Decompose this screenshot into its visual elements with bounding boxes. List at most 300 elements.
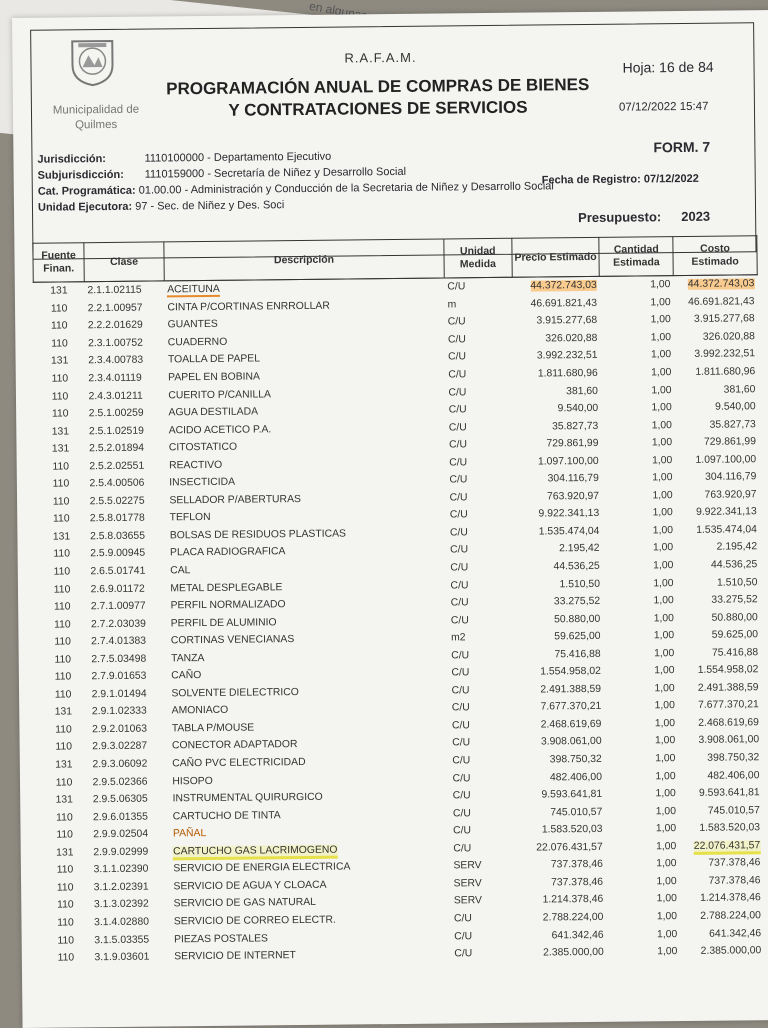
cantidad-cell-text: 1,00 <box>650 332 672 344</box>
fuente-cell <box>38 738 89 756</box>
clase-cell-text: 2.6.9.01172 <box>90 583 145 595</box>
fuente-cell <box>38 756 89 774</box>
clase-cell-text: 2.9.5.06305 <box>92 793 148 806</box>
cantidad-cell <box>600 329 674 347</box>
unidad-cell <box>448 629 516 647</box>
cantidad-cell-text: 1,00 <box>653 630 675 642</box>
unidad-cell-text: SERV <box>453 895 483 907</box>
jurisdiccion-value: 1110100000 - Departamento Ejecutivo <box>144 150 332 165</box>
unidad-cell-text: C/U <box>447 281 466 293</box>
clase-cell-text: 2.9.1.01494 <box>91 688 147 701</box>
cantidad-cell <box>602 487 676 505</box>
unidad-cell <box>445 366 513 384</box>
col-fuente: Fuente Finan. <box>33 243 85 283</box>
clase-cell <box>88 667 168 685</box>
costo-cell-text: 46.691.821,43 <box>688 296 755 308</box>
unidad-cell-text: C/U <box>451 702 470 714</box>
descripcion-cell-text: CITOSTATICO <box>168 441 238 454</box>
descripcion-cell-text: CINTA P/CORTINAS ENRROLLAR <box>167 300 330 314</box>
unidad-cell-text: C/U <box>452 790 471 802</box>
clase-cell-text: 3.1.9.03601 <box>94 951 150 964</box>
precio-cell-text: 745.010,57 <box>550 806 603 819</box>
descripcion-cell-text: CAL <box>170 565 191 577</box>
clase-cell-text: 2.9.9.02504 <box>93 828 149 841</box>
fuente-cell <box>40 949 91 967</box>
precio-cell <box>512 294 600 312</box>
costo-cell-text: 1.214.378,46 <box>700 892 761 905</box>
descripcion-cell-text: ACEITUNA <box>167 284 220 296</box>
clase-cell-text: 3.1.4.02880 <box>94 916 150 929</box>
descripcion-cell-text: CONECTOR ADAPTADOR <box>171 739 298 752</box>
precio-cell-text: 1.535.474,04 <box>538 525 600 538</box>
fuente-cell <box>33 282 84 301</box>
unidad-cell-text: C/U <box>454 948 473 960</box>
unidad-cell <box>449 769 517 787</box>
descripcion-cell-text: SERVICIO DE AGUA Y CLOACA <box>173 879 327 893</box>
costo-cell <box>678 696 762 714</box>
fuente-cell-text: 110 <box>56 812 73 824</box>
cantidad-cell <box>607 925 681 943</box>
cantidad-cell <box>600 346 674 364</box>
fuente-cell-text: 110 <box>53 548 71 561</box>
cantidad-cell <box>600 294 674 312</box>
descripcion-cell-text: AMONIACO <box>171 705 229 717</box>
fuente-cell <box>34 317 85 335</box>
costo-cell-text: 1.583.520,03 <box>699 822 761 835</box>
costo-cell <box>680 924 764 942</box>
cantidad-cell-text: 1,00 <box>650 349 672 361</box>
costo-cell-text: 641.342,46 <box>709 927 762 940</box>
clase-cell-text: 2.9.9.02999 <box>93 846 149 858</box>
costo-cell <box>674 310 758 328</box>
costo-cell <box>676 538 760 556</box>
fuente-cell <box>34 352 85 370</box>
cantidad-cell <box>601 399 675 417</box>
clase-cell-text: 2.5.8.01778 <box>89 513 145 525</box>
cat-programatica-value: 01.00.00 - Administración y Conducción de la Secretaria de Niñez y Desarrollo Social <box>138 180 554 197</box>
fuente-cell <box>35 440 86 458</box>
fuente-cell-text: 110 <box>52 513 70 525</box>
precio-cell <box>517 733 605 751</box>
cantidad-cell <box>606 908 680 926</box>
descripcion-cell-text: BOLSAS DE RESIDUOS PLASTICAS <box>169 528 346 542</box>
descripcion-cell-text: SERVICIO DE ENERGIA ELECTRICA <box>173 861 351 875</box>
costo-cell-text: 7.677.370,21 <box>698 699 759 712</box>
costo-cell <box>680 872 764 890</box>
unidad-cell-text: C/U <box>451 667 470 679</box>
descripcion-cell-text: AGUA DESTILADA <box>168 406 259 419</box>
descripcion-cell-text: SOLVENTE DIELECTRICO <box>171 686 299 700</box>
fuente-cell-text: 131 <box>50 355 69 368</box>
unidad-cell <box>451 909 519 927</box>
cantidad-cell-text: 1,00 <box>656 858 677 870</box>
fuente-cell <box>39 809 90 827</box>
costo-cell-text: 763.920,97 <box>704 489 757 501</box>
cantidad-cell-text: 1,00 <box>651 402 672 414</box>
clase-cell <box>85 369 165 387</box>
fuente-cell <box>39 791 90 809</box>
costo-cell <box>675 398 759 416</box>
cantidad-cell <box>604 662 678 680</box>
precio-cell <box>517 803 605 821</box>
costo-cell <box>679 784 763 802</box>
costo-cell-text: 326.020,88 <box>702 331 755 343</box>
cantidad-cell-text: 1,00 <box>652 489 673 502</box>
registration-date: Fecha de Registro: 07/12/2022 <box>541 172 699 187</box>
fuente-cell-text: 131 <box>50 285 68 297</box>
cantidad-cell <box>600 311 674 329</box>
precio-cell-text: 33.275,52 <box>553 595 601 608</box>
descripcion-cell-text: TANZA <box>171 652 205 665</box>
fuente-cell-text: 110 <box>56 864 74 876</box>
col-unidad: Unidad Medida <box>444 238 512 278</box>
fuente-cell-text: 110 <box>55 741 73 754</box>
unidad-cell-text: C/U <box>448 369 467 381</box>
unidad-cell-text: C/U <box>450 597 469 609</box>
costo-cell-text: 44.536,25 <box>710 559 758 571</box>
unidad-cell-text: C/U <box>454 930 473 942</box>
clase-cell-text: 2.7.2.03039 <box>90 618 146 630</box>
descripcion-cell-text: INSTRUMENTAL QUIRURGICO <box>172 791 323 805</box>
municipality-line2: Quilmes <box>74 118 118 132</box>
unidad-cell-text: C/U <box>453 913 472 925</box>
unidad-cell-text: C/U <box>452 737 471 749</box>
unidad-cell-text: C/U <box>452 807 471 820</box>
costo-cell-text: 737.378,46 <box>708 875 761 887</box>
precio-cell <box>515 628 603 646</box>
unidad-cell-text: C/U <box>449 509 468 521</box>
fuente-cell-text: 110 <box>54 671 72 683</box>
clase-cell-text: 2.5.8.03655 <box>90 530 146 543</box>
clase-cell-text: 2.3.4.00783 <box>88 355 144 367</box>
precio-cell-text: 3.908.061,00 <box>540 736 602 748</box>
descripcion-cell-text: PIEZAS POSTALES <box>173 932 269 945</box>
budget-value: 2023 <box>681 208 711 225</box>
precio-cell <box>519 926 607 944</box>
precio-cell <box>516 698 604 716</box>
costo-cell <box>677 626 761 644</box>
budget-year <box>578 209 710 225</box>
precio-cell-text: 326.020,88 <box>545 332 598 345</box>
descripcion-cell-text: SELLADOR P/ABERTURAS <box>169 493 301 507</box>
clase-cell-text: 2.5.2.02551 <box>89 460 145 472</box>
unidad-cell <box>446 401 514 419</box>
precio-cell-text: 737.378,46 <box>550 876 604 889</box>
precio-cell <box>513 347 601 365</box>
precio-cell-text: 44.372.743,03 <box>530 280 597 292</box>
precio-cell-text: 9.540,00 <box>557 402 599 415</box>
clase-cell <box>89 703 169 721</box>
precio-cell <box>516 716 604 734</box>
clase-cell <box>88 580 168 598</box>
fuente-cell <box>40 931 91 949</box>
unidad-cell <box>447 488 515 506</box>
fuente-cell-text: 110 <box>55 776 73 789</box>
clase-cell <box>85 299 165 317</box>
fuente-cell-text: 110 <box>52 496 70 508</box>
costo-cell-text: 2.491.388,59 <box>697 682 759 694</box>
fuente-cell <box>36 528 87 546</box>
cantidad-cell-text: 1,00 <box>654 735 676 747</box>
descripcion-cell-text: CORTINAS VENECIANAS <box>170 634 295 647</box>
precio-cell <box>515 540 603 558</box>
cantidad-cell <box>602 452 676 470</box>
precio-cell <box>515 610 603 628</box>
fuente-cell-text: 131 <box>52 531 71 543</box>
fuente-cell <box>34 370 85 388</box>
sheet-number: Hoja: 16 de 84 <box>622 58 714 76</box>
unidad-cell <box>451 927 519 945</box>
unidad-cell <box>446 418 514 436</box>
cantidad-cell <box>605 802 679 820</box>
cantidad-cell-text: 1,00 <box>656 893 677 905</box>
cantidad-cell <box>602 469 676 487</box>
clase-cell <box>86 457 166 475</box>
clase-cell-text: 2.5.1.02519 <box>88 425 144 437</box>
system-name: R.A.F.A.M. <box>344 49 417 66</box>
precio-cell <box>516 680 604 698</box>
clase-cell-text: 2.3.4.01119 <box>88 372 142 385</box>
costo-cell <box>673 275 757 294</box>
precio-cell-text: 2.468.619,69 <box>540 718 602 731</box>
unidad-cell-text: m <box>447 299 457 311</box>
fuente-cell-text: 110 <box>57 934 75 947</box>
precio-cell <box>513 435 601 453</box>
cantidad-cell-text: 1,00 <box>655 753 676 765</box>
cantidad-cell <box>601 434 675 452</box>
costo-cell-text: 2.468.619,69 <box>698 717 759 729</box>
costo-cell-text: 9.922.341,13 <box>695 506 757 519</box>
fuente-cell-text: 110 <box>50 303 68 315</box>
precio-cell-text: 1.097.100,00 <box>537 455 599 468</box>
precio-cell-text: 1.554.958,02 <box>540 666 601 678</box>
descripcion-cell-text: PERFIL DE ALUMINIO <box>170 616 277 630</box>
cantidad-cell-text: 1,00 <box>654 700 675 712</box>
precio-cell-text: 35.827,73 <box>551 420 599 433</box>
costo-cell-text: 35.827,73 <box>709 418 756 431</box>
print-timestamp: 07/12/2022 15:47 <box>618 100 709 114</box>
costo-cell-text: 9.540,00 <box>715 401 756 413</box>
costo-cell-text: 59.625,00 <box>711 629 759 641</box>
precio-cell <box>513 365 601 383</box>
fuente-cell <box>40 896 91 914</box>
costo-cell-text: 3.908.061,00 <box>698 734 760 747</box>
unidad-cell <box>449 699 517 717</box>
costo-cell <box>677 661 761 679</box>
costo-cell-text: 1.811.680,96 <box>695 366 756 378</box>
clase-cell-text: 2.4.3.01211 <box>88 390 143 402</box>
unidad-cell <box>445 348 513 366</box>
clase-cell-text: 2.7.4.01383 <box>91 635 147 648</box>
fuente-cell <box>35 405 86 423</box>
clase-cell <box>87 545 167 563</box>
costo-cell <box>676 573 760 591</box>
fuente-cell-text: 110 <box>54 654 72 666</box>
costo-cell <box>678 714 762 732</box>
cantidad-cell <box>606 855 680 873</box>
clase-cell <box>88 632 168 650</box>
unidad-cell <box>445 330 513 348</box>
fuente-cell-text: 110 <box>54 619 71 631</box>
unidad-cell-text: C/U <box>453 843 472 855</box>
cantidad-cell-text: 1,00 <box>655 823 677 835</box>
costo-cell <box>679 854 763 872</box>
unidad-cell-text: C/U <box>452 755 471 767</box>
cantidad-cell <box>601 381 675 399</box>
fuente-cell-text: 110 <box>51 373 69 385</box>
unidad-cell-text: SERV <box>453 877 482 890</box>
clase-cell-text: 2.2.1.00957 <box>87 302 143 315</box>
cantidad-cell <box>607 943 681 961</box>
precio-cell <box>514 505 602 523</box>
fuente-cell-text: 110 <box>53 583 71 596</box>
unidad-cell <box>451 892 519 910</box>
precio-cell <box>514 487 602 505</box>
precio-cell <box>513 400 601 418</box>
costo-cell <box>677 609 761 627</box>
costo-cell-text: 1.510,50 <box>716 576 758 589</box>
precio-cell <box>512 312 600 330</box>
clase-cell <box>84 281 164 300</box>
costo-cell <box>674 293 758 311</box>
fuente-cell <box>37 651 88 669</box>
unidad-cell <box>449 716 517 734</box>
unidad-cell <box>451 945 519 963</box>
unidad-cell-text: C/U <box>450 544 469 556</box>
col-precio: Precio Estimado <box>511 237 599 277</box>
clase-cell <box>91 913 171 931</box>
clase-cell-text: 2.6.5.01741 <box>90 565 146 578</box>
cantidad-cell-text: 1,00 <box>653 595 674 607</box>
descripcion-cell-text: CUERITO P/CANILLA <box>168 388 271 401</box>
costo-cell-text: 745.010,57 <box>707 804 760 817</box>
precio-cell-text: 2.195,42 <box>559 543 600 555</box>
unidad-cell-text: C/U <box>448 351 467 363</box>
fuente-cell <box>39 844 90 862</box>
clase-cell <box>86 404 166 422</box>
costo-cell-text: 1.535.474,04 <box>696 524 757 536</box>
descripcion-cell-text: PAPEL EN BOBINA <box>168 371 261 384</box>
precio-cell-text: 9.593.641,81 <box>541 788 603 801</box>
fuente-cell-text: 110 <box>57 952 75 964</box>
cantidad-cell <box>604 697 678 715</box>
unidad-cell <box>447 523 515 541</box>
clase-cell <box>88 615 168 633</box>
unidad-cell <box>449 681 517 699</box>
costo-cell <box>674 328 758 346</box>
unidad-cell <box>444 295 512 313</box>
cantidad-cell <box>605 820 679 838</box>
unidad-cell <box>448 664 516 682</box>
clase-cell-text: 2.9.1.02333 <box>91 706 147 718</box>
cantidad-cell <box>604 680 678 698</box>
cantidad-cell <box>604 645 678 663</box>
fuente-cell <box>38 774 89 792</box>
precio-cell-text: 7.677.370,21 <box>540 701 602 713</box>
unidad-cell <box>445 383 513 401</box>
clase-cell <box>86 439 166 457</box>
fuente-cell-text: 110 <box>55 724 72 736</box>
clase-cell-text: 2.5.1.00259 <box>88 407 144 420</box>
cantidad-cell <box>600 276 674 295</box>
clase-cell-text: 2.3.1.00752 <box>87 337 143 350</box>
fuente-cell-text: 110 <box>56 882 74 894</box>
cantidad-cell-text: 1,00 <box>655 805 677 817</box>
descripcion-cell-text: INSECTICIDA <box>169 476 236 489</box>
unidad-cell-text: C/U <box>451 720 470 732</box>
report-title <box>143 74 613 123</box>
precio-cell <box>513 417 601 435</box>
jurisdiccion-label: Jurisdicción: <box>37 153 107 166</box>
unidad-cell <box>451 874 519 892</box>
unidad-cell-text: C/U <box>448 421 467 434</box>
costo-cell <box>678 731 762 749</box>
col-clase: Clase <box>84 242 164 282</box>
descripcion-cell-text: CUADERNO <box>167 336 228 349</box>
costo-cell <box>676 503 760 521</box>
unidad-cell <box>448 646 516 664</box>
costo-cell-text: 9.593.641,81 <box>698 787 760 799</box>
precio-cell-text: 75.416,88 <box>554 648 601 661</box>
costo-cell <box>675 416 759 434</box>
precio-cell <box>515 593 603 611</box>
precio-cell-text: 50.880,00 <box>554 613 601 626</box>
clase-cell-text: 2.5.4.00506 <box>89 477 145 490</box>
descripcion-cell-text: CAÑO <box>171 670 202 682</box>
unidad-cell-text: C/U <box>449 492 468 504</box>
clase-cell <box>90 773 170 791</box>
cantidad-cell-text: 1,00 <box>651 419 672 431</box>
costo-cell <box>678 679 762 697</box>
precio-cell <box>515 558 603 576</box>
cantidad-cell <box>604 715 678 733</box>
cantidad-cell-text: 1,00 <box>656 840 677 853</box>
clase-cell-text: 2.5.2.01894 <box>89 442 145 455</box>
costo-cell <box>680 942 764 960</box>
clase-cell <box>91 931 171 949</box>
cantidad-cell <box>603 574 677 592</box>
metadata-block <box>37 146 554 215</box>
fuente-cell-text: 110 <box>56 829 73 841</box>
precio-cell-text: 3.915.277,68 <box>536 315 598 327</box>
clase-cell <box>85 387 165 405</box>
precio-cell-text: 2.385.000,00 <box>543 946 604 959</box>
precio-cell <box>518 891 606 909</box>
precio-cell-text: 398.750,32 <box>549 753 602 766</box>
fuente-cell <box>35 493 86 511</box>
document-page <box>12 10 768 1028</box>
descripcion-cell-text: TABLA P/MOUSE <box>171 722 255 735</box>
unidad-cell-text: C/U <box>448 404 467 416</box>
clase-cell <box>90 825 170 843</box>
cat-programatica-label: Cat. Programática: <box>37 184 136 198</box>
costo-cell <box>676 556 760 574</box>
precio-cell-text: 1.583.520,03 <box>541 824 603 836</box>
clase-cell <box>87 562 167 580</box>
precio-cell-text: 729.861,99 <box>546 438 599 450</box>
clase-cell <box>87 527 167 545</box>
cantidad-cell-text: 1,00 <box>653 612 674 624</box>
cantidad-cell <box>605 785 679 803</box>
unidad-ejecutora-label: Unidad Ejecutora: <box>37 200 133 214</box>
unidad-cell-text: C/U <box>453 825 472 837</box>
fuente-cell <box>40 914 91 932</box>
cantidad-cell <box>606 873 680 891</box>
report-title-line2: Y CONTRATACIONES DE SERVICIOS <box>228 97 528 120</box>
descripcion-cell-text: SERVICIO DE CORREO ELECTR. <box>173 914 336 928</box>
descripcion-cell-text: METAL DESPLEGABLE <box>170 581 283 594</box>
descripcion-cell-text: CARTUCHO DE TINTA <box>172 809 281 823</box>
